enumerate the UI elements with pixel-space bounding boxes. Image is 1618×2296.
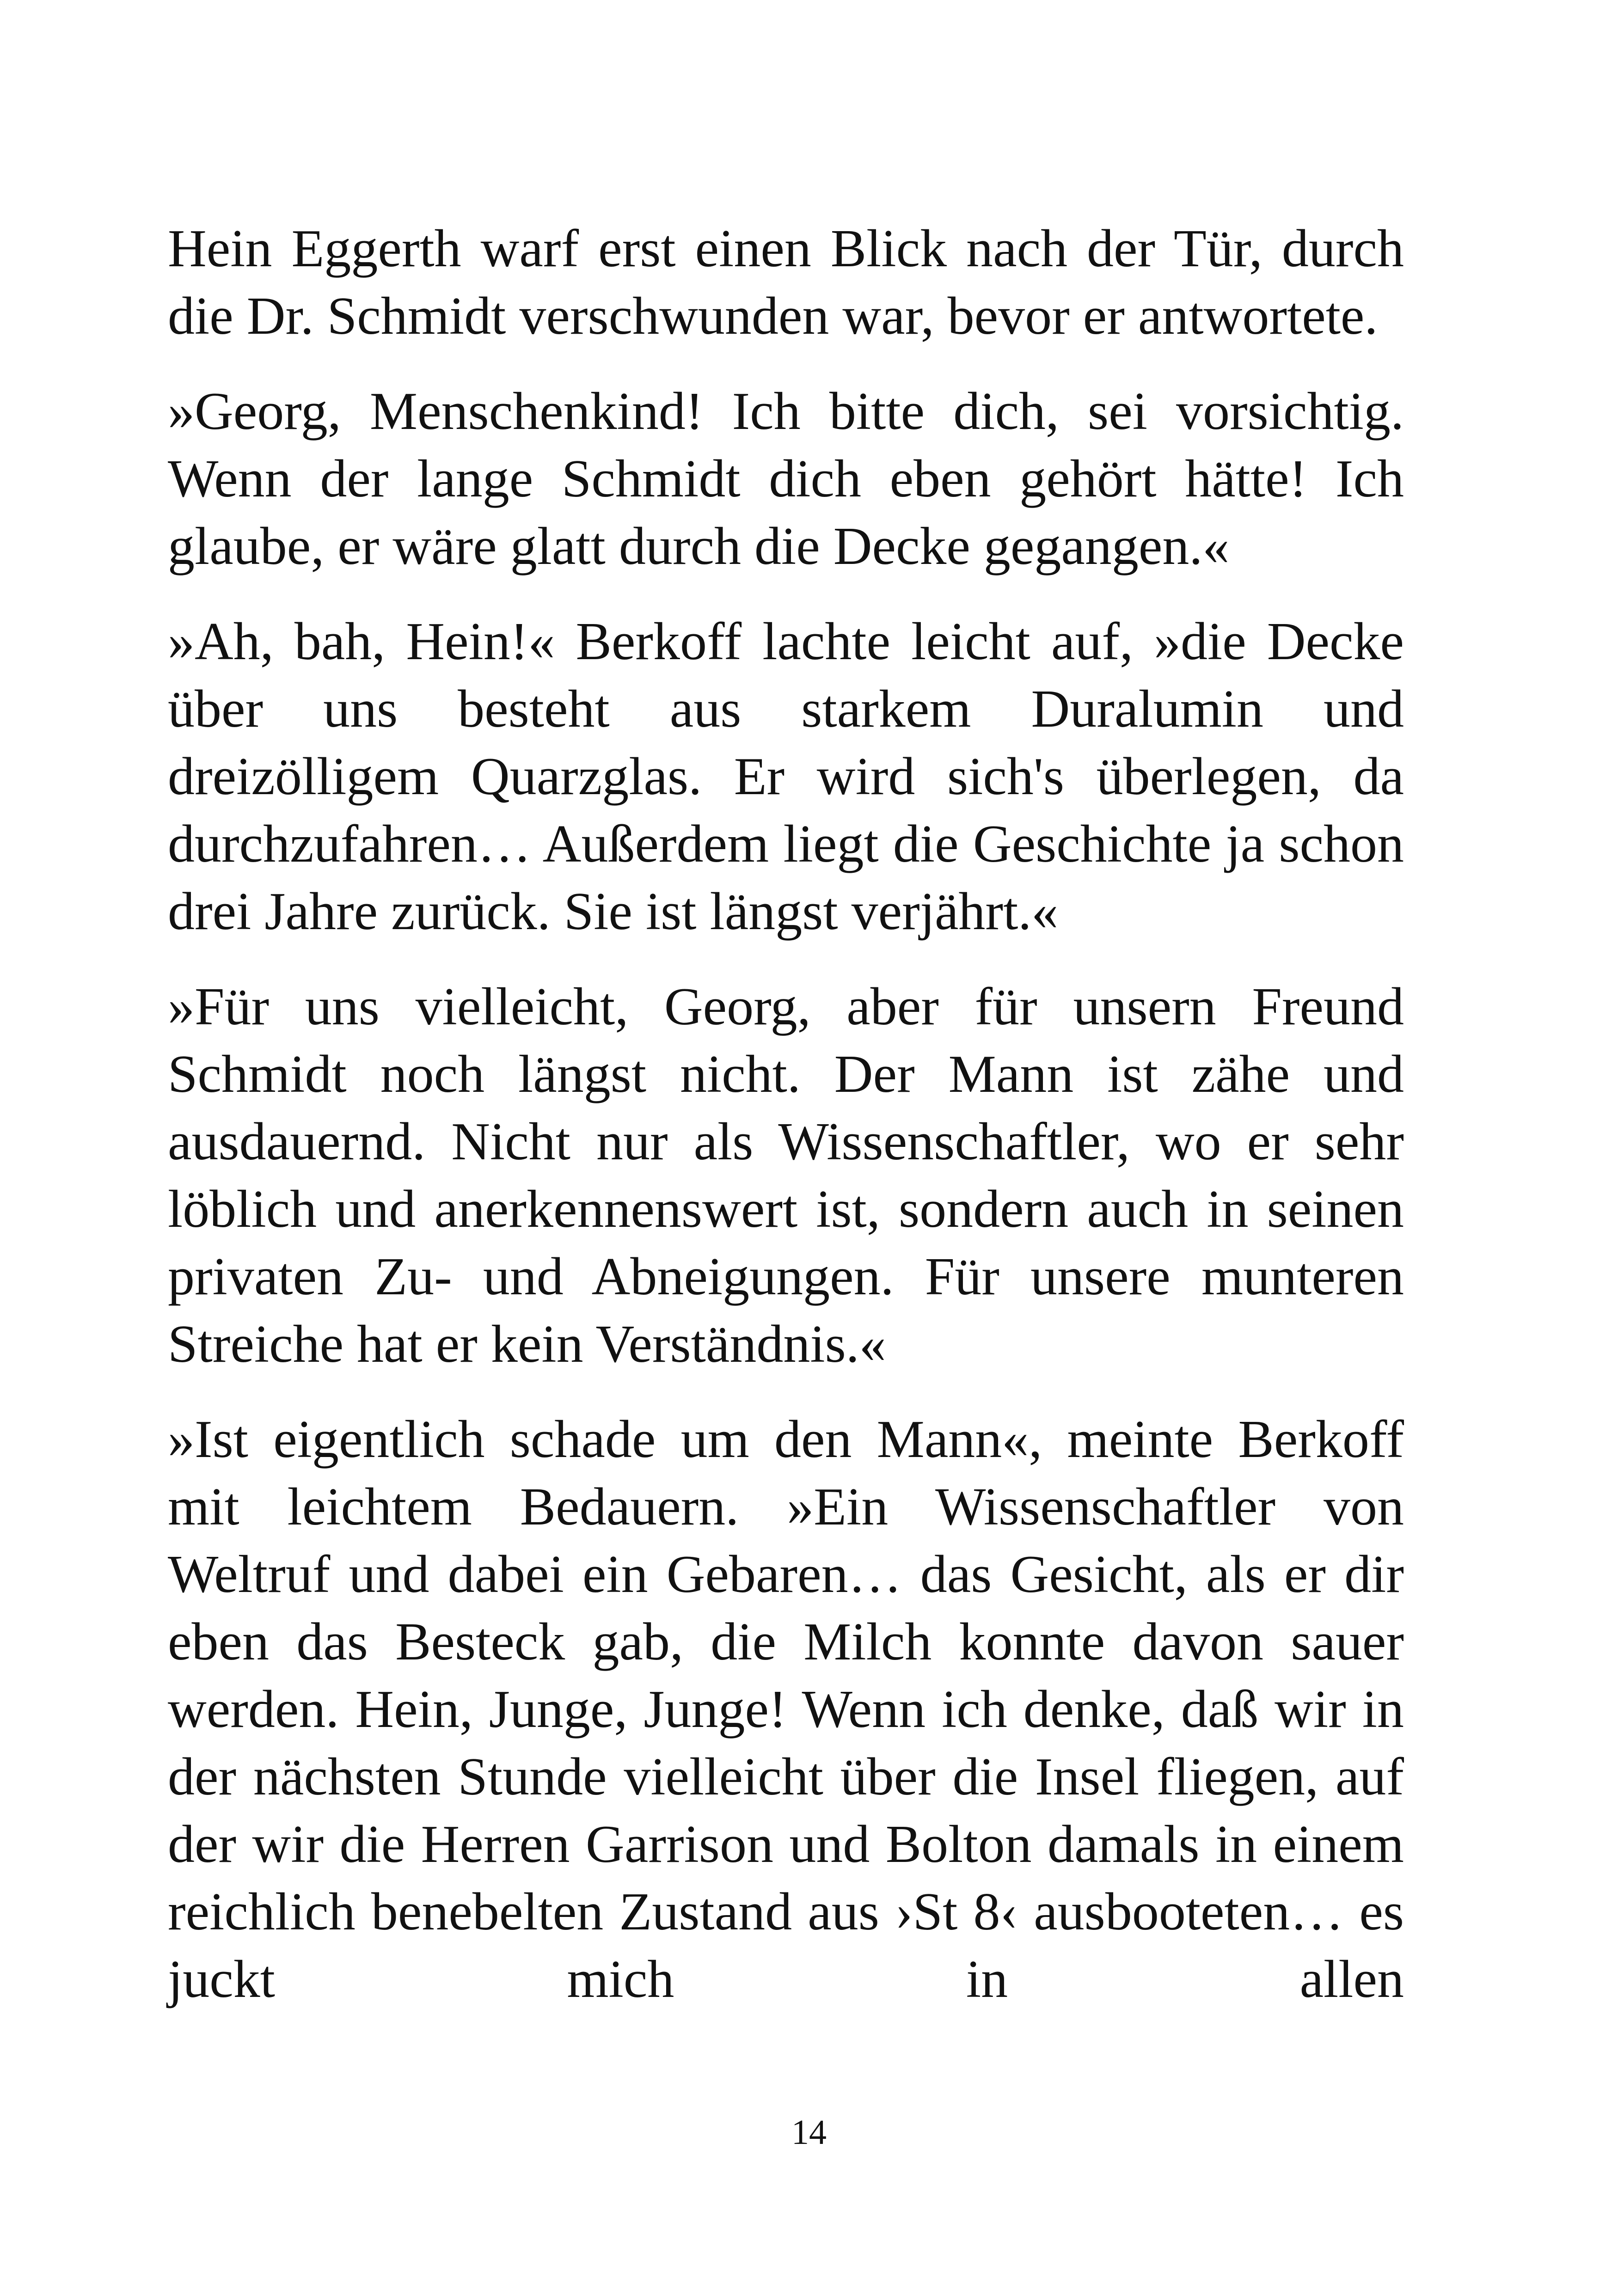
page-number: 14 <box>791 2113 827 2152</box>
paragraph-1: Hein Eggerth warf erst einen Blick nach der Tür, durch die Dr. Schmidt verschwunden war, bevor er antwortete. <box>168 219 1404 346</box>
paragraph-3: »Ah, bah, Hein!« Berkoff lachte leicht auf, »die Decke über uns besteht aus starkem Duralumin und dreizölligem Quarzglas. Er wird sich's überlegen, da durchzufahren… Außerdem liegt die Geschichte ja schon drei Jahre zurück. Sie ist längst verjährt.« <box>168 612 1404 941</box>
paragraph-4: »Für uns vielleicht, Georg, aber für unsern Freund Schmidt noch längst nicht. Der Mann ist zähe und ausdauernd. Nicht nur als Wissenschaftler, wo er sehr löblich und anerkennenswert ist, sondern auch in seinen privaten Zu- und Abneigungen. Für unsere munteren Streiche hat er kein Verständnis.« <box>168 977 1404 1374</box>
body-text <box>168 215 1404 2041</box>
paragraph-5: »Ist eigentlich schade um den Mann«, meinte Berkoff mit leichtem Bedauern. »Ein Wissenschaftler von Weltruf und dabei ein Gebaren… das Gesicht, als er dir eben das Besteck gab, die Milch konnte davon sauer werden. Hein, Junge, Junge! Wenn ich denke, daß wir in der nächsten Stunde vielleicht über die Insel fliegen, auf der wir die Herren Garrison und Bolton damals in einem reichlich benebelten Zustand aus ›St 8‹ ausbooteten… es juckt mich in allen <box>168 1410 1404 2009</box>
paragraph-2: »Georg, Menschenkind! Ich bitte dich, sei vorsichtig. Wenn der lange Schmidt dich eben gehört hätte! Ich glaube, er wäre glatt durch die Decke gegangen.« <box>168 382 1404 576</box>
